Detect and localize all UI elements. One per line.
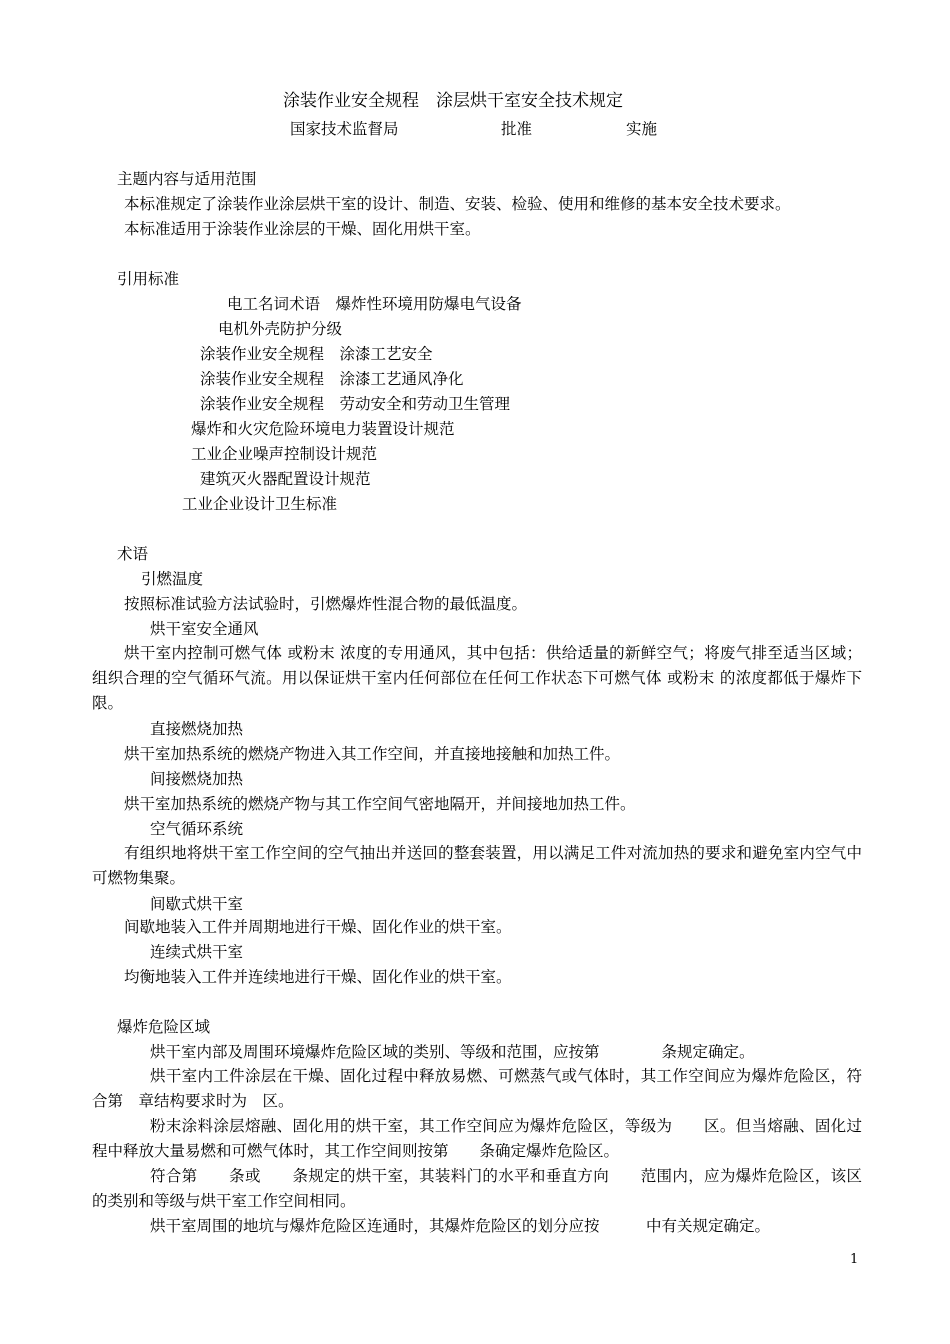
reference-item: 建筑灭火器配置设计规范 [200, 470, 371, 488]
term-name: 烘干室安全通风 [150, 620, 259, 638]
reference-item: 电工名词术语 爆炸性环境用防爆电气设备 [227, 295, 522, 313]
term-name: 引燃温度 [141, 570, 204, 588]
term-definition: 间歇地装入工件并周期地进行干燥、固化作业的烘干室。 [124, 918, 512, 936]
scope-line: 本标准适用于涂装作业涂层的干燥、固化用烘干室。 [124, 220, 481, 238]
section-heading-hazard: 爆炸危险区域 [117, 1018, 211, 1036]
section-heading-scope: 主题内容与适用范围 [117, 170, 257, 188]
term-definition: 烘干室加热系统的燃烧产物进入其工作空间，并直接地接触和加热工件。 [124, 745, 621, 763]
reference-item: 涂装作业安全规程 劳动安全和劳动卫生管理 [200, 395, 511, 413]
page-title: 涂装作业安全规程 涂层烘干室安全技术规定 [283, 91, 623, 111]
term-name: 间接燃烧加热 [150, 770, 244, 788]
issuer: 国家技术监督局 [290, 120, 399, 138]
term-definition: 均衡地装入工件并连续地进行干燥、固化作业的烘干室。 [124, 968, 512, 986]
reference-item: 工业企业设计卫生标准 [182, 495, 338, 513]
section-heading-terms: 术语 [117, 545, 149, 563]
term-name: 直接燃烧加热 [150, 720, 244, 738]
term-definition: 烘干室加热系统的燃烧产物与其工作空间气密地隔开，并间接地加热工件。 [124, 795, 636, 813]
hazard-paragraph: 烘干室内工件涂层在干燥、固化过程中释放易燃、可燃蒸气或气体时，其工作空间应为爆炸危险区，符合第 章结构要求时为 区。 [92, 1067, 862, 1110]
hazard-paragraph: 烘干室周围的地坑与爆炸危险区连通时，其爆炸危险区的划分应按 中有关规定确定。 [150, 1217, 771, 1235]
reference-item: 工业企业噪声控制设计规范 [191, 445, 378, 463]
approve-label: 批准 [501, 120, 533, 138]
reference-item: 电机外壳防护分级 [218, 320, 343, 338]
term-definition: 有组织地将烘干室工作空间的空气抽出并送回的整套装置，用以满足工件对流加热的要求和避免室内空气中可燃物集聚。 [92, 844, 862, 887]
term-definition: 按照标准试验方法试验时，引燃爆炸性混合物的最低温度。 [124, 595, 528, 613]
hazard-paragraph: 符合第 条或 条规定的烘干室，其装料门的水平和垂直方向 范围内，应为爆炸危险区，该区的类别和等级与烘干室工作空间相同。 [92, 1167, 862, 1210]
hazard-paragraph: 烘干室内部及周围环境爆炸危险区域的类别、等级和范围，应按第 条规定确定。 [150, 1043, 755, 1061]
hazard-paragraph: 粉末涂料涂层熔融、固化用的烘干室，其工作空间应为爆炸危险区，等级为 区。但当熔融、固化过程中释放大量易燃和可燃气体时，其工作空间则按第 条确定爆炸危险区。 [92, 1117, 862, 1160]
term-name: 连续式烘干室 [150, 943, 244, 961]
term-name: 间歇式烘干室 [150, 895, 244, 913]
implement-label: 实施 [626, 120, 658, 138]
scope-line: 本标准规定了涂装作业涂层烘干室的设计、制造、安装、检验、使用和维修的基本安全技术要求。 [124, 195, 791, 213]
reference-item: 爆炸和火灾危险环境电力装置设计规范 [191, 420, 455, 438]
section-heading-references: 引用标准 [117, 270, 180, 288]
term-definition: 烘干室内控制可燃气体 或粉末 浓度的专用通风，其中包括：供给适量的新鲜空气；将废气排至适当区域；组织合理的空气循环气流。用以保证烘干室内任何部位在任何工作状态下可燃气体 或粉末 的浓度都低于爆炸下限。 [92, 644, 862, 712]
term-name: 空气循环系统 [150, 820, 244, 838]
reference-item: 涂装作业安全规程 涂漆工艺安全 [200, 345, 433, 363]
page-number: 1 [850, 1252, 859, 1267]
reference-item: 涂装作业安全规程 涂漆工艺通风净化 [200, 370, 464, 388]
